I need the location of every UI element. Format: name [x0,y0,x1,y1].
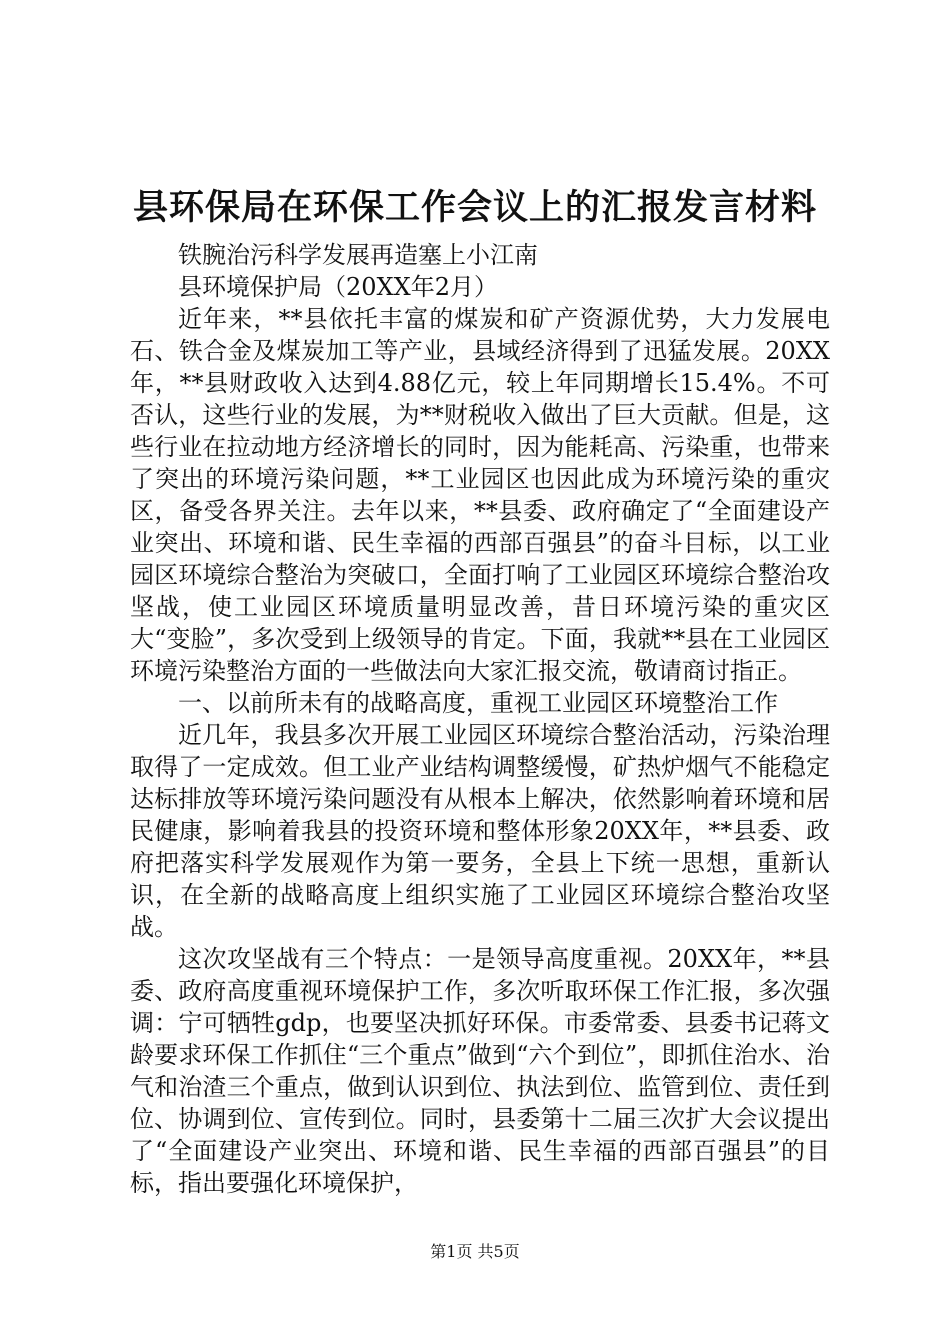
page-footer: 第1页 共5页 [430,1242,520,1261]
body-paragraph: 这次攻坚战有三个特点：一是领导高度重视。20XX年，**县委、政府高度重视环境保护工作，多次听取环保工作汇报，多次强调：宁可牺牲gdp，也要坚决抓好环保。市委常委、县委书记蒋文龄要求环保工作抓住“三个重点”做到“六个到位”，即抓住治水、治气和治渣三个重点，做到认识到位、执法到位、监管到位、责任到位、协调到位、宣传到位。同时，县委第十二届三次扩大会议提出了“全面建设产业突出、环境和谐、民生幸福的西部百强县”的目标，指出要强化环境保护， [130,945,830,1197]
body-paragraph: 近年来，**县依托丰富的煤炭和矿产资源优势，大力发展电石、铁合金及煤炭加工等产业，县域经济得到了迅猛发展。20XX年，**县财政收入达到4.88亿元，较上年同期增长15.4%。不可否认，这些行业的发展，为**财税收入做出了巨大贡献。但是，这些行业在拉动地方经济增长的同时，因为能耗高、污染重，也带来了突出的环境污染问题，**工业园区也因此成为环境污染的重灾区，备受各界关注。去年以来，**县委、政府确定了“全面建设产业突出、环境和谐、民生幸福的西部百强县”的奋斗目标，以工业园区环境综合整治为突破口，全面打响了工业园区环境综合整治攻坚战，使工业园区环境质量明显改善，昔日环境污染的重灾区大“变脸”，多次受到上级领导的肯定。下面，我就**县在工业园区环境污染整治方面的一些做法向大家汇报交流，敬请商讨指正。 [130,305,830,685]
document-title: 县环保局在环保工作会议上的汇报发言材料 [132,187,817,228]
author-line: 县环境保护局（20XX年2月） [178,273,498,301]
document-body [130,239,830,1199]
section-heading: 一、以前所未有的战略高度，重视工业园区环境整治工作 [178,689,778,717]
subtitle-line: 铁腕治污科学发展再造塞上小江南 [178,241,538,269]
body-paragraph: 近几年，我县多次开展工业园区环境综合整治活动，污染治理取得了一定成效。但工业产业结构调整缓慢，矿热炉烟气不能稳定达标排放等环境污染问题没有从根本上解决，依然影响着环境和居民健康，影响着我县的投资环境和整体形象20XX年，**县委、政府把落实科学发展观作为第一要务，全县上下统一思想，重新认识，在全新的战略高度上组织实施了工业园区环境综合整治攻坚战。 [130,721,830,941]
